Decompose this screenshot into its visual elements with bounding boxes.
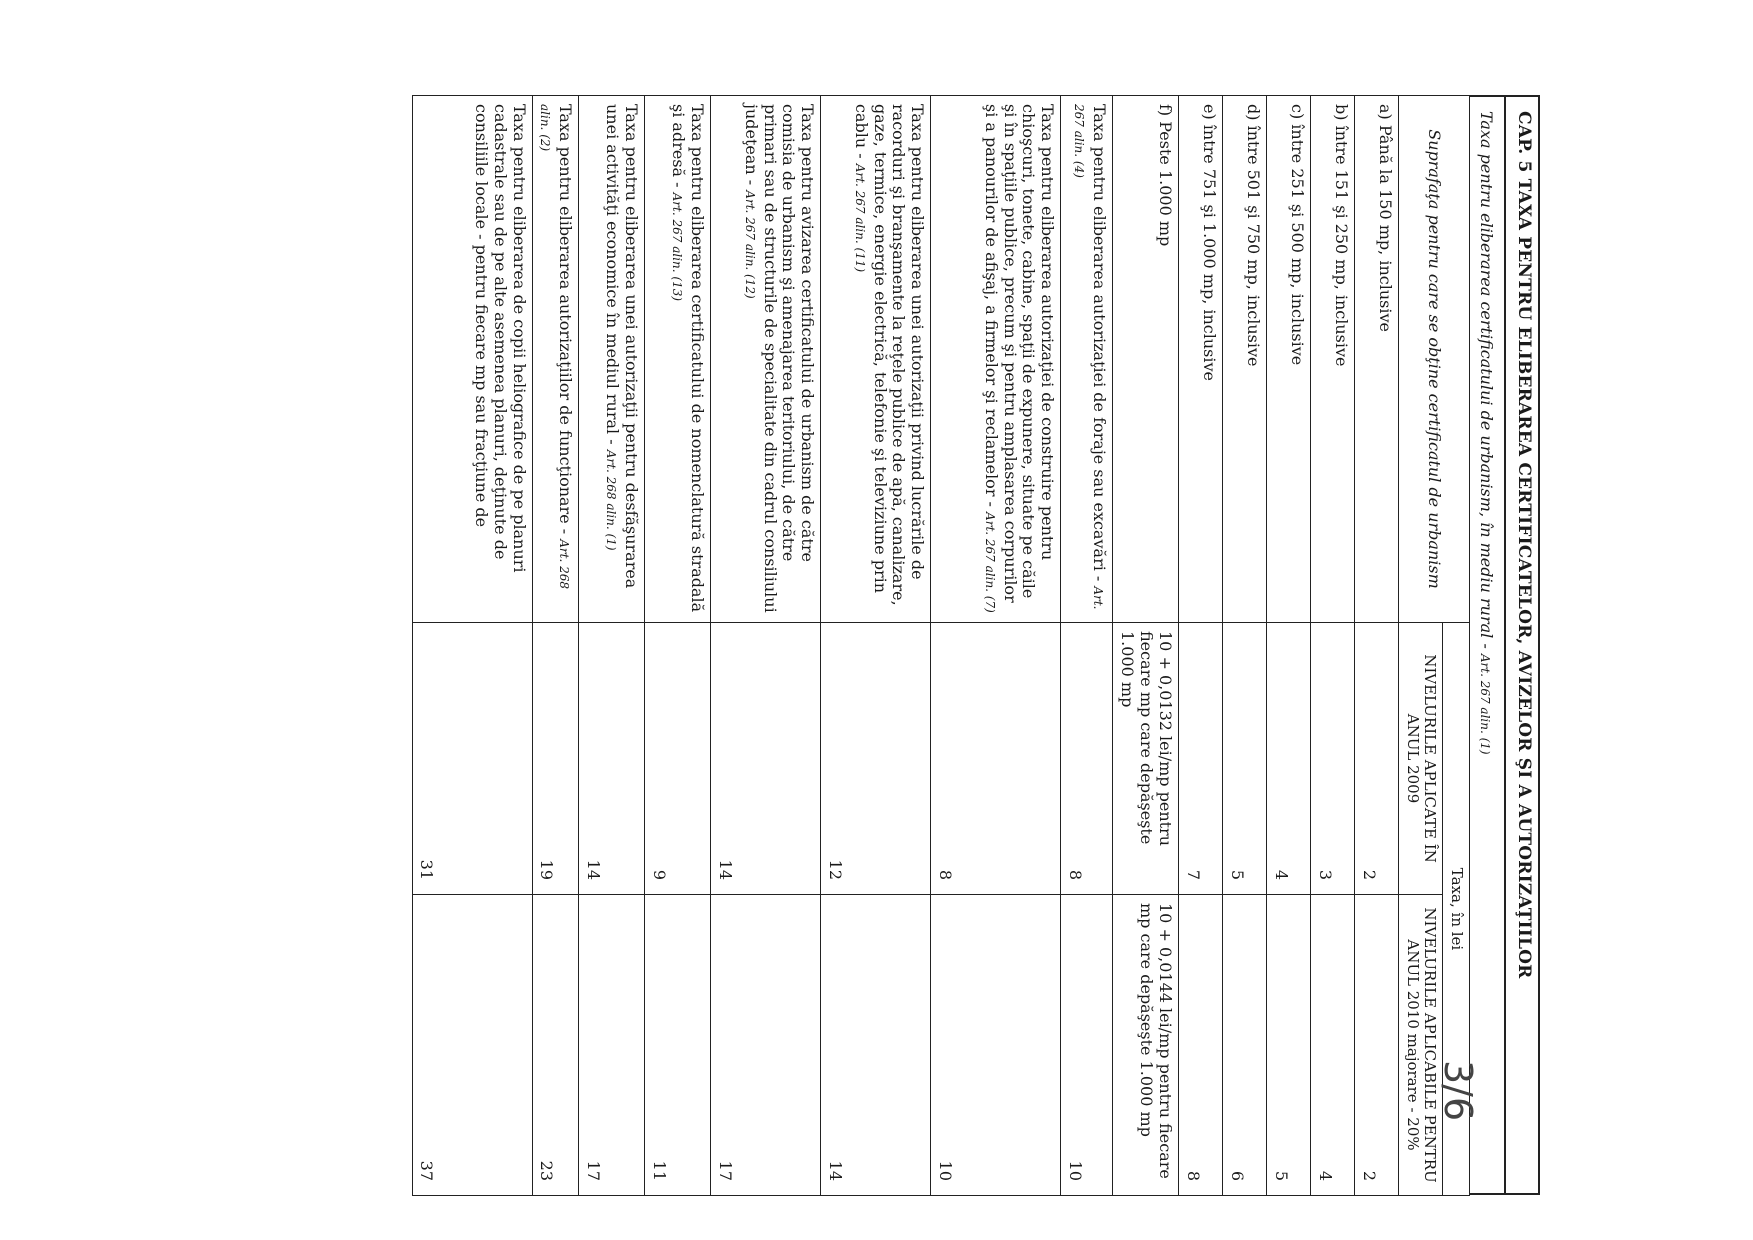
row-article-ref: Art. 267 alin. (11)	[852, 163, 867, 273]
row-label	[711, 96, 821, 623]
table-row	[931, 96, 1061, 1196]
value-2010: 23	[532, 895, 579, 1196]
value-2009: 5	[1222, 623, 1266, 895]
row-article-ref: Art. 267 alin. (4)	[1072, 104, 1106, 610]
row-label-text: c) între 251 şi 500 mp, inclusive	[1287, 104, 1307, 366]
row-article-ref: Art. 268 alin. (1)	[604, 449, 619, 551]
value-2009: 12	[821, 623, 931, 895]
value-2009: 4	[1266, 623, 1310, 895]
table-row	[412, 96, 532, 1196]
value-2010: 5	[1266, 895, 1310, 1196]
value-2010: 37	[412, 895, 532, 1196]
header-2009: NIVELURILE APLICATE ÎN ANUL 2009	[1398, 623, 1442, 895]
row-label-text: Taxa pentru eliberarea autorizaţiei de foraje sau excavări -	[1090, 104, 1110, 587]
tax-table	[412, 95, 1470, 1196]
table-row	[645, 96, 711, 1196]
value-2010: 10	[1061, 895, 1113, 1196]
table-row	[1061, 96, 1113, 1196]
row-label-text: d) între 501 şi 750 mp, inclusive	[1243, 104, 1263, 367]
row-label-text: e) între 751 şi 1.000 mp, inclusive	[1199, 104, 1219, 382]
row-label	[1061, 96, 1113, 623]
row-label	[1266, 96, 1310, 623]
row-label-text: f) Peste 1.000 mp	[1155, 104, 1175, 247]
subtitle	[1470, 95, 1506, 1195]
row-label	[1222, 96, 1266, 623]
row-label-text: Taxa pentru eliberarea unei autorizaţii privind lucrările de racorduri şi branşamente la reţele publice de apă, canalizare, gaze, termice, energie electrică, telefonie şi televiziune prin cablu -	[851, 104, 928, 606]
row-label-text: Taxa pentru eliberarea autorizaţiei de construire pentru chioşcuri, tonete, cabine, spaţii de expunere, situate pe căile şi în spaţiile publice, precum şi pentru amplasarea corpurilor şi a panourilor de afişaj, a firmelor şi reclamelor -	[981, 104, 1058, 603]
row-label-text: b) între 151 şi 250 mp, inclusive	[1331, 104, 1351, 367]
table-row	[579, 96, 645, 1196]
value-2010: 2	[1354, 895, 1398, 1196]
header-surface: Suprafaţa pentru care se obţine certificatul de urbanism	[1398, 96, 1469, 623]
table-row	[1266, 96, 1310, 1196]
rotated-page	[60, 95, 1540, 1195]
value-2009: 10 + 0,0132 lei/mp pentru fiecare mp care depăşeşte 1.000 mp	[1113, 623, 1179, 895]
row-label-text: a) Până la 150 mp, inclusive	[1375, 104, 1395, 332]
value-2010: 17	[579, 895, 645, 1196]
table-row	[1354, 96, 1398, 1196]
row-label	[1354, 96, 1398, 623]
value-2010: 4	[1310, 895, 1354, 1196]
table-body	[412, 96, 1398, 1196]
value-2009: 14	[579, 623, 645, 895]
value-2010: 8	[1178, 895, 1222, 1196]
row-article-ref: Art. 268 alin. (2)	[538, 104, 572, 590]
chapter-title: CAP. 5 TAXA PENTRU ELIBERAREA CERTIFICATELOR, AVIZELOR ŞI A AUTORIZAŢIILOR	[1506, 95, 1540, 1195]
header-2010: NIVELURILE APLICABILE PENTRU ANUL 2010 majorare - 20%	[1398, 895, 1442, 1196]
row-label	[1310, 96, 1354, 623]
row-label-text: Taxa pentru eliberarea certificatului de nomenclatură stradală şi adresă -	[669, 104, 708, 613]
table-row	[1310, 96, 1354, 1196]
subtitle-ref: Art. 267 alin. (1)	[1478, 653, 1492, 755]
subtitle-text: Taxa pentru eliberarea certificatului de urbanism, în mediu rural -	[1477, 111, 1496, 654]
value-2009: 31	[412, 623, 532, 895]
value-2010: 6	[1222, 895, 1266, 1196]
value-2010: 11	[645, 895, 711, 1196]
row-label	[645, 96, 711, 623]
row-label	[412, 96, 532, 623]
row-label	[532, 96, 579, 623]
row-label-text: Taxa pentru eliberarea autorizaţiilor de funcţionare -	[556, 104, 576, 540]
value-2009: 8	[1061, 623, 1113, 895]
table-row	[711, 96, 821, 1196]
row-label	[579, 96, 645, 623]
row-article-ref: Art. 267 alin. (12)	[742, 190, 757, 299]
value-2010: 10	[931, 895, 1061, 1196]
row-label	[1178, 96, 1222, 623]
row-label-text: Taxa pentru eliberarea unei autorizaţii pentru desfăşurarea unei activităţi economice în mediul rural -	[603, 104, 642, 589]
table-row	[1222, 96, 1266, 1196]
value-2009: 2	[1354, 623, 1398, 895]
value-2010: 10 + 0,0144 lei/mp pentru fiecare mp care depăşeşte 1.000 mp	[1113, 895, 1179, 1196]
row-label	[821, 96, 931, 623]
row-label-text: Taxa pentru eliberarea de copii heliografice de pe planuri cadastrale sau de pe alte asemenea planuri, deţinute de consiliile locale - pentru fiecare mp sau fracţiune de	[471, 104, 529, 573]
value-2009: 8	[931, 623, 1061, 895]
value-2009: 3	[1310, 623, 1354, 895]
value-2010: 14	[821, 895, 931, 1196]
value-2009: 19	[532, 623, 579, 895]
table-row	[1113, 96, 1179, 1196]
header-unit: Taxa, în lei	[1443, 623, 1470, 1196]
table-row	[821, 96, 931, 1196]
row-label-text: Taxa pentru avizarea certificatului de urbanism de către comisia de urbanism şi amenajarea teritoriului, de către primari sau de structurile de specialitate din cadrul consiliului judeţean -	[741, 104, 818, 613]
value-2010: 17	[711, 895, 821, 1196]
row-article-ref: Art. 267 alin. (7)	[982, 512, 997, 613]
page-number-stamp: 3/6	[1436, 1060, 1480, 1122]
value-2009: 7	[1178, 623, 1222, 895]
row-label	[931, 96, 1061, 623]
row-label	[1113, 96, 1179, 623]
value-2009: 9	[645, 623, 711, 895]
table-row	[1178, 96, 1222, 1196]
value-2009: 14	[711, 623, 821, 895]
table-row	[532, 96, 579, 1196]
row-article-ref: Art. 267 alin. (13)	[670, 192, 685, 302]
